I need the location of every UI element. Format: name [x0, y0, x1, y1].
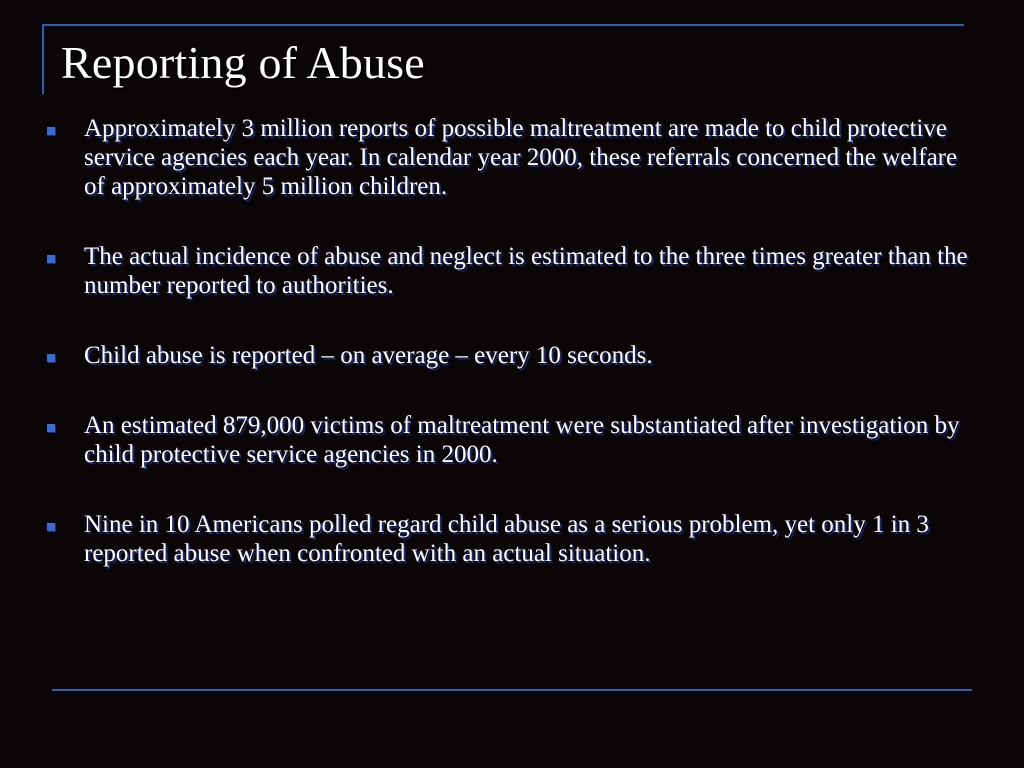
title-accent-bar	[42, 24, 44, 94]
bullet-list	[44, 114, 974, 609]
bullet-item	[44, 510, 974, 568]
bullet-text: Child abuse is reported – on average – every 10 seconds.	[84, 342, 653, 369]
square-bullet-icon	[47, 354, 55, 362]
bullet-text: An estimated 879,000 victims of maltreatment were substantiated after investigation by child protective service agencies in 2000.	[84, 412, 960, 468]
bullet-item	[44, 114, 974, 201]
bullet-text: Approximately 3 million reports of possible maltreatment are made to child protective service agencies each year. In calendar year 2000, these referrals concerned the welfare of approximately 5 million children.	[84, 115, 958, 200]
square-bullet-icon	[47, 127, 55, 135]
bullet-text: The actual incidence of abuse and neglect is estimated to the three times greater than the number reported to authorities.	[84, 243, 968, 299]
bullet-item	[44, 411, 974, 469]
top-divider	[42, 24, 964, 26]
bottom-divider	[52, 689, 972, 691]
bullet-text: Nine in 10 Americans polled regard child abuse as a serious problem, yet only 1 in 3 reported abuse when confronted with an actual situation.	[84, 511, 929, 567]
square-bullet-icon	[47, 255, 55, 263]
bullet-item	[44, 242, 974, 300]
slide-title: Reporting of Abuse	[61, 37, 425, 88]
square-bullet-icon	[47, 523, 55, 531]
square-bullet-icon	[47, 424, 55, 432]
bullet-item	[44, 341, 974, 370]
